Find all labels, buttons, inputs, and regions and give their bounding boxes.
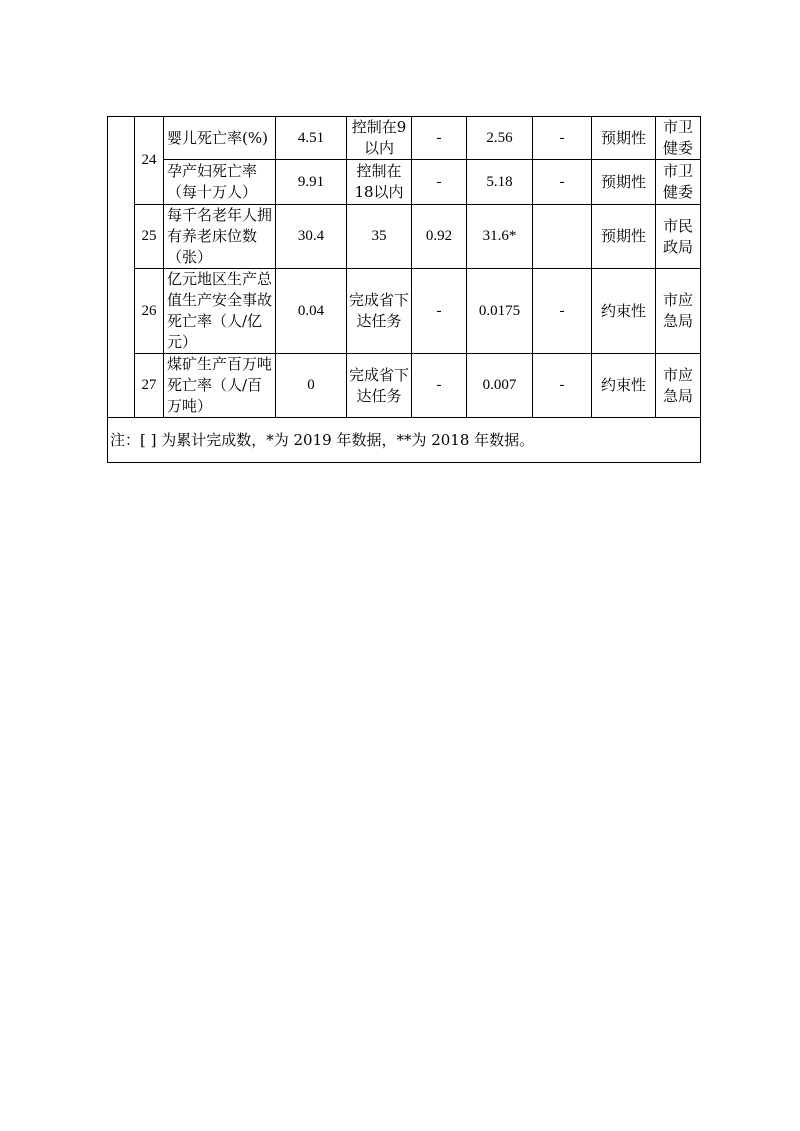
base-value: 0 xyxy=(276,354,347,418)
attribute-cell: 预期性 xyxy=(592,160,656,205)
row-number: 25 xyxy=(135,205,164,269)
attribute-cell: 约束性 xyxy=(592,354,656,418)
target-value: 控制在18以内 xyxy=(347,160,412,205)
base-value: 4.51 xyxy=(276,117,347,160)
extra-value: - xyxy=(533,117,592,160)
actual-value: 0.0175 xyxy=(467,269,533,354)
base-value: 30.4 xyxy=(276,205,347,269)
actual-value: 2.56 xyxy=(467,117,533,160)
base-value: 9.91 xyxy=(276,160,347,205)
growth-value: - xyxy=(412,160,467,205)
table-note: 注：[ ] 为累计完成数，*为 2019 年数据，**为 2018 年数据。 xyxy=(108,418,701,463)
base-value: 0.04 xyxy=(276,269,347,354)
target-value: 完成省下达任务 xyxy=(347,269,412,354)
attribute-cell: 预期性 xyxy=(592,117,656,160)
growth-value: - xyxy=(412,354,467,418)
table-row xyxy=(108,117,701,160)
actual-value: 31.6* xyxy=(467,205,533,269)
department-cell: 市卫健委 xyxy=(656,160,701,205)
attribute-cell: 预期性 xyxy=(592,205,656,269)
indicator-name: 煤矿生产百万吨死亡率（人/百万吨） xyxy=(164,354,276,418)
table-row xyxy=(108,160,701,205)
table-row xyxy=(108,354,701,418)
department-cell: 市应急局 xyxy=(656,354,701,418)
row-number: 24 xyxy=(135,117,164,205)
growth-value: - xyxy=(412,269,467,354)
department-cell: 市卫健委 xyxy=(656,117,701,160)
row-number: 26 xyxy=(135,269,164,354)
category-cell xyxy=(108,117,135,418)
target-value: 完成省下达任务 xyxy=(347,354,412,418)
actual-value: 0.007 xyxy=(467,354,533,418)
extra-value xyxy=(533,205,592,269)
extra-value: - xyxy=(533,354,592,418)
extra-value: - xyxy=(533,160,592,205)
department-cell: 市应急局 xyxy=(656,269,701,354)
actual-value: 5.18 xyxy=(467,160,533,205)
growth-value: 0.92 xyxy=(412,205,467,269)
indicator-name: 孕产妇死亡率（每十万人） xyxy=(164,160,276,205)
row-number: 27 xyxy=(135,354,164,418)
table-row xyxy=(108,269,701,354)
target-value: 35 xyxy=(347,205,412,269)
extra-value: - xyxy=(533,269,592,354)
department-cell: 市民政局 xyxy=(656,205,701,269)
indicator-table xyxy=(107,116,701,463)
indicator-name: 婴儿死亡率(%) xyxy=(164,117,276,160)
indicator-name: 每千名老年人拥有养老床位数（张） xyxy=(164,205,276,269)
note-row xyxy=(108,418,701,463)
target-value: 控制在9以内 xyxy=(347,117,412,160)
indicator-name: 亿元地区生产总值生产安全事故死亡率（人/亿元） xyxy=(164,269,276,354)
attribute-cell: 约束性 xyxy=(592,269,656,354)
growth-value: - xyxy=(412,117,467,160)
table-row xyxy=(108,205,701,269)
